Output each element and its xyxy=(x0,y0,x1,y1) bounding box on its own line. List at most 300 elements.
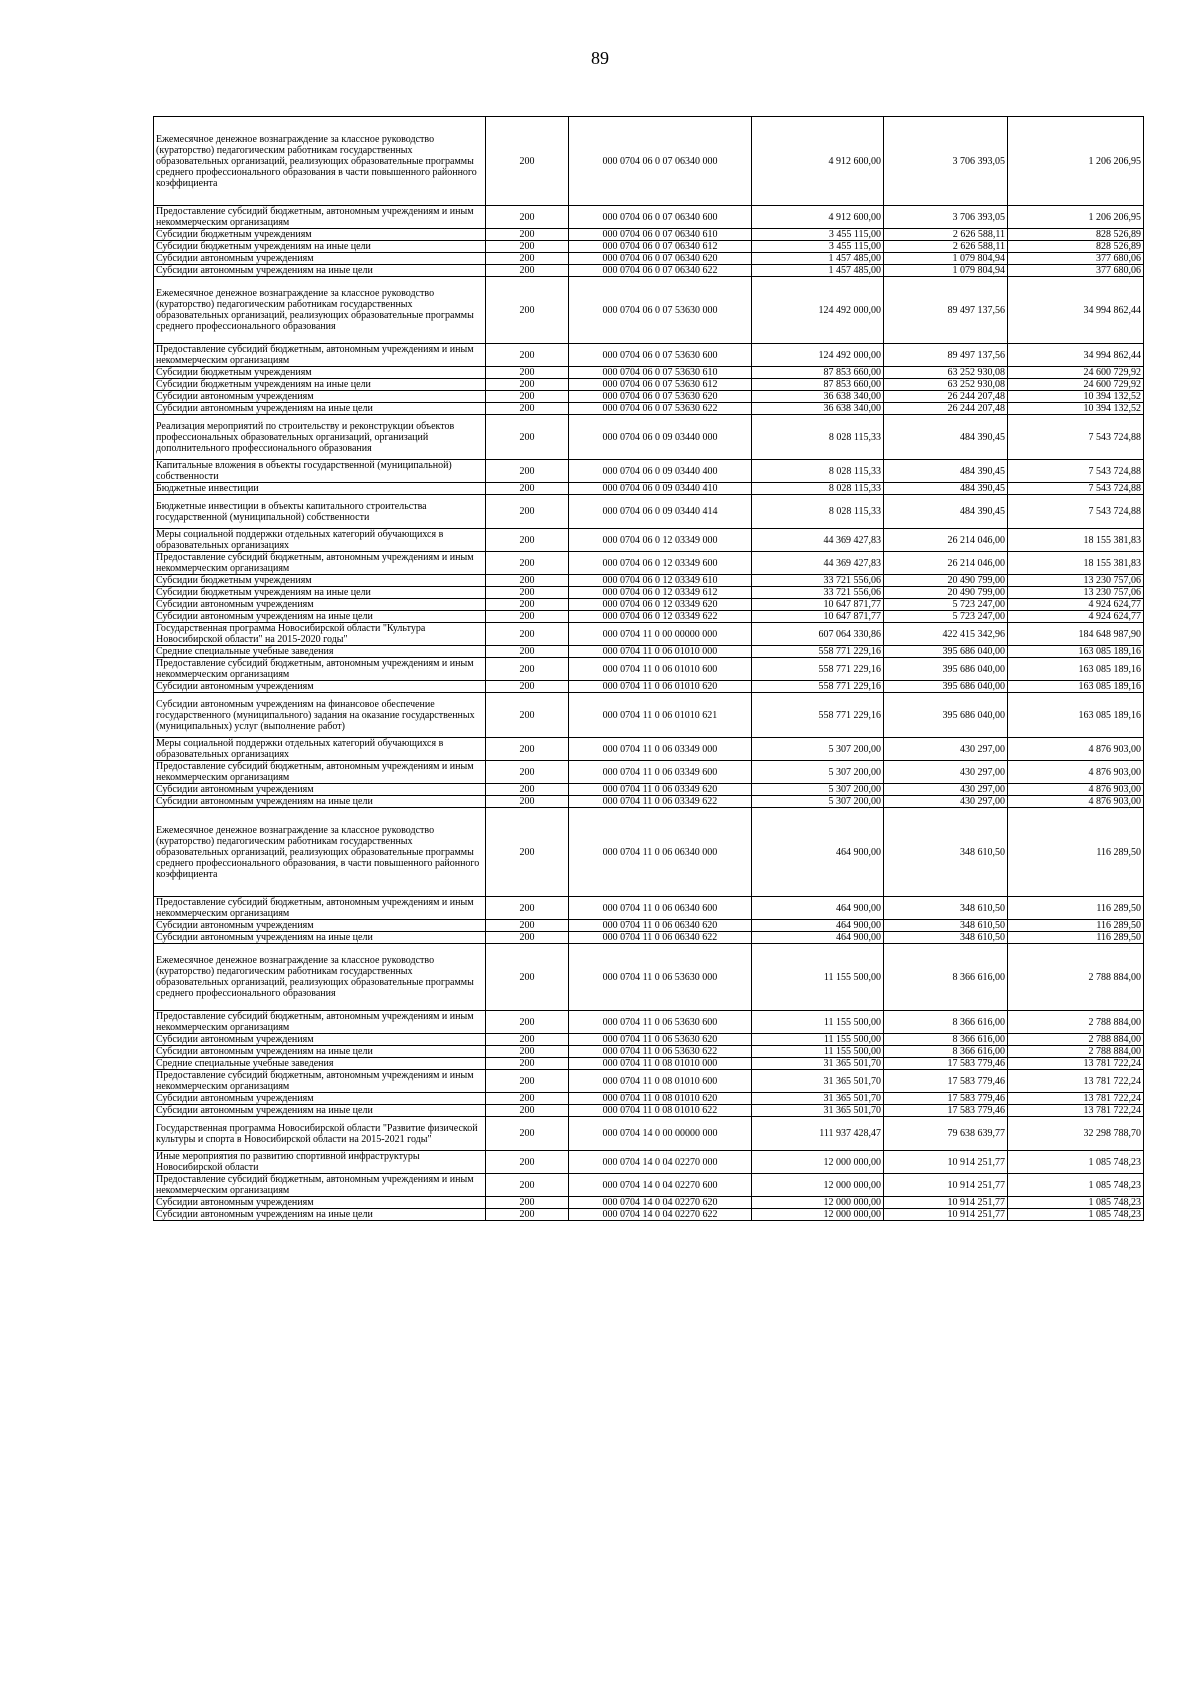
table-row xyxy=(154,1046,1144,1058)
row-target-code: 000 0704 06 0 07 06340 000 xyxy=(569,117,752,206)
row-code: 200 xyxy=(486,1197,569,1209)
row-name: Средние специальные учебные заведения xyxy=(154,1058,486,1070)
row-executed-amount: 3 706 393,05 xyxy=(884,117,1008,206)
row-remaining-amount: 24 600 729,92 xyxy=(1008,379,1144,391)
table-row xyxy=(154,599,1144,611)
row-target-code: 000 0704 06 0 07 53630 620 xyxy=(569,391,752,403)
row-executed-amount: 8 366 616,00 xyxy=(884,1011,1008,1034)
row-target-code: 000 0704 06 0 09 03440 414 xyxy=(569,495,752,529)
row-executed-amount: 26 214 046,00 xyxy=(884,552,1008,575)
row-target-code: 000 0704 11 0 06 06340 620 xyxy=(569,920,752,932)
row-code: 200 xyxy=(486,265,569,277)
row-remaining-amount: 116 289,50 xyxy=(1008,920,1144,932)
row-executed-amount: 395 686 040,00 xyxy=(884,681,1008,693)
row-name: Субсидии бюджетным учреждениям на иные цели xyxy=(154,379,486,391)
row-executed-amount: 348 610,50 xyxy=(884,932,1008,944)
row-name: Капитальные вложения в объекты государственной (муниципальной) собственности xyxy=(154,460,486,483)
row-code: 200 xyxy=(486,1117,569,1151)
table-row xyxy=(154,415,1144,460)
row-target-code: 000 0704 11 0 06 06340 600 xyxy=(569,897,752,920)
row-code: 200 xyxy=(486,1209,569,1221)
row-remaining-amount: 4 876 903,00 xyxy=(1008,784,1144,796)
row-name: Субсидии автономным учреждениям на иные цели xyxy=(154,1046,486,1058)
row-code: 200 xyxy=(486,229,569,241)
row-target-code: 000 0704 06 0 12 03349 600 xyxy=(569,552,752,575)
row-plan-amount: 8 028 115,33 xyxy=(752,460,884,483)
row-name: Субсидии бюджетным учреждениям xyxy=(154,575,486,587)
row-plan-amount: 31 365 501,70 xyxy=(752,1058,884,1070)
row-plan-amount: 607 064 330,86 xyxy=(752,623,884,646)
row-code: 200 xyxy=(486,206,569,229)
row-name: Субсидии автономным учреждениям xyxy=(154,681,486,693)
row-code: 200 xyxy=(486,761,569,784)
row-name: Ежемесячное денежное вознаграждение за классное руководство (кураторство) педагогическим работникам государственных образовательных организаций, реализующих образовательные программы среднего профессионального образования в части повышенного районного коэффициента xyxy=(154,117,486,206)
row-remaining-amount: 1 085 748,23 xyxy=(1008,1151,1144,1174)
row-executed-amount: 484 390,45 xyxy=(884,415,1008,460)
table-row xyxy=(154,1105,1144,1117)
row-code: 200 xyxy=(486,1093,569,1105)
row-target-code: 000 0704 06 0 12 03349 612 xyxy=(569,587,752,599)
row-remaining-amount: 7 543 724,88 xyxy=(1008,460,1144,483)
row-executed-amount: 10 914 251,77 xyxy=(884,1197,1008,1209)
row-code: 200 xyxy=(486,932,569,944)
row-plan-amount: 44 369 427,83 xyxy=(752,529,884,552)
row-name: Субсидии автономным учреждениям на иные цели xyxy=(154,403,486,415)
row-plan-amount: 558 771 229,16 xyxy=(752,646,884,658)
row-code: 200 xyxy=(486,1034,569,1046)
row-code: 200 xyxy=(486,117,569,206)
row-remaining-amount: 828 526,89 xyxy=(1008,229,1144,241)
row-code: 200 xyxy=(486,784,569,796)
row-name: Предоставление субсидий бюджетным, автономным учреждениям и иным некоммерческим организациям xyxy=(154,897,486,920)
row-executed-amount: 17 583 779,46 xyxy=(884,1093,1008,1105)
row-remaining-amount: 34 994 862,44 xyxy=(1008,277,1144,344)
row-remaining-amount: 18 155 381,83 xyxy=(1008,529,1144,552)
table-row xyxy=(154,552,1144,575)
row-target-code: 000 0704 11 0 06 53630 600 xyxy=(569,1011,752,1034)
row-target-code: 000 0704 11 0 06 53630 622 xyxy=(569,1046,752,1058)
table-row xyxy=(154,658,1144,681)
table-row xyxy=(154,379,1144,391)
row-name: Предоставление субсидий бюджетным, автономным учреждениям и иным некоммерческим организациям xyxy=(154,658,486,681)
row-plan-amount: 3 455 115,00 xyxy=(752,241,884,253)
row-code: 200 xyxy=(486,1174,569,1197)
row-plan-amount: 464 900,00 xyxy=(752,808,884,897)
row-remaining-amount: 7 543 724,88 xyxy=(1008,483,1144,495)
row-plan-amount: 558 771 229,16 xyxy=(752,681,884,693)
table-row xyxy=(154,738,1144,761)
table-row xyxy=(154,1151,1144,1174)
row-name: Субсидии автономным учреждениям xyxy=(154,784,486,796)
row-target-code: 000 0704 06 0 09 03440 400 xyxy=(569,460,752,483)
row-code: 200 xyxy=(486,403,569,415)
row-code: 200 xyxy=(486,415,569,460)
row-plan-amount: 558 771 229,16 xyxy=(752,658,884,681)
table-row xyxy=(154,391,1144,403)
row-name: Субсидии автономным учреждениям на иные цели xyxy=(154,1105,486,1117)
row-plan-amount: 3 455 115,00 xyxy=(752,229,884,241)
row-executed-amount: 430 297,00 xyxy=(884,738,1008,761)
row-target-code: 000 0704 11 0 06 03349 600 xyxy=(569,761,752,784)
row-remaining-amount: 7 543 724,88 xyxy=(1008,495,1144,529)
row-target-code: 000 0704 11 0 06 03349 000 xyxy=(569,738,752,761)
row-target-code: 000 0704 06 0 07 06340 622 xyxy=(569,265,752,277)
row-name: Субсидии автономным учреждениям на иные цели xyxy=(154,796,486,808)
page-number: 89 xyxy=(591,48,609,68)
table-row xyxy=(154,367,1144,379)
row-code: 200 xyxy=(486,1105,569,1117)
row-remaining-amount: 4 876 903,00 xyxy=(1008,761,1144,784)
row-remaining-amount: 1 206 206,95 xyxy=(1008,206,1144,229)
row-remaining-amount: 24 600 729,92 xyxy=(1008,367,1144,379)
row-plan-amount: 11 155 500,00 xyxy=(752,944,884,1011)
row-name: Субсидии автономным учреждениям xyxy=(154,920,486,932)
row-executed-amount: 484 390,45 xyxy=(884,460,1008,483)
row-name: Субсидии автономным учреждениям xyxy=(154,599,486,611)
row-name: Субсидии автономным учреждениям на иные цели xyxy=(154,265,486,277)
row-executed-amount: 26 214 046,00 xyxy=(884,529,1008,552)
row-executed-amount: 17 583 779,46 xyxy=(884,1058,1008,1070)
row-plan-amount: 36 638 340,00 xyxy=(752,403,884,415)
row-executed-amount: 348 610,50 xyxy=(884,920,1008,932)
row-target-code: 000 0704 11 0 00 00000 000 xyxy=(569,623,752,646)
row-plan-amount: 8 028 115,33 xyxy=(752,495,884,529)
row-remaining-amount: 2 788 884,00 xyxy=(1008,1046,1144,1058)
row-code: 200 xyxy=(486,344,569,367)
table-row xyxy=(154,529,1144,552)
row-target-code: 000 0704 11 0 06 06340 000 xyxy=(569,808,752,897)
row-remaining-amount: 4 924 624,77 xyxy=(1008,611,1144,623)
row-name: Государственная программа Новосибирской области "Развитие физической культуры и спорта в Новосибирской области на 2015-2021 годы" xyxy=(154,1117,486,1151)
row-executed-amount: 20 490 799,00 xyxy=(884,587,1008,599)
table-row xyxy=(154,944,1144,1011)
row-executed-amount: 1 079 804,94 xyxy=(884,253,1008,265)
row-executed-amount: 2 626 588,11 xyxy=(884,241,1008,253)
row-plan-amount: 36 638 340,00 xyxy=(752,391,884,403)
row-executed-amount: 63 252 930,08 xyxy=(884,367,1008,379)
row-executed-amount: 10 914 251,77 xyxy=(884,1209,1008,1221)
row-target-code: 000 0704 11 0 06 03349 620 xyxy=(569,784,752,796)
row-target-code: 000 0704 06 0 12 03349 620 xyxy=(569,599,752,611)
row-executed-amount: 395 686 040,00 xyxy=(884,658,1008,681)
row-plan-amount: 5 307 200,00 xyxy=(752,784,884,796)
table-row xyxy=(154,623,1144,646)
row-executed-amount: 89 497 137,56 xyxy=(884,277,1008,344)
row-remaining-amount: 377 680,06 xyxy=(1008,265,1144,277)
row-target-code: 000 0704 11 0 06 01010 620 xyxy=(569,681,752,693)
row-remaining-amount: 1 085 748,23 xyxy=(1008,1209,1144,1221)
row-remaining-amount: 163 085 189,16 xyxy=(1008,693,1144,738)
row-name: Предоставление субсидий бюджетным, автономным учреждениям и иным некоммерческим организациям xyxy=(154,1011,486,1034)
row-plan-amount: 8 028 115,33 xyxy=(752,415,884,460)
row-plan-amount: 111 937 428,47 xyxy=(752,1117,884,1151)
row-executed-amount: 395 686 040,00 xyxy=(884,646,1008,658)
row-remaining-amount: 1 085 748,23 xyxy=(1008,1174,1144,1197)
row-remaining-amount: 7 543 724,88 xyxy=(1008,415,1144,460)
row-name: Меры социальной поддержки отдельных категорий обучающихся в образовательных организациях xyxy=(154,738,486,761)
row-code: 200 xyxy=(486,277,569,344)
row-executed-amount: 348 610,50 xyxy=(884,897,1008,920)
row-code: 200 xyxy=(486,611,569,623)
row-target-code: 000 0704 11 0 06 53630 000 xyxy=(569,944,752,1011)
row-name: Субсидии автономным учреждениям xyxy=(154,1093,486,1105)
row-name: Субсидии автономным учреждениям xyxy=(154,391,486,403)
row-remaining-amount: 4 924 624,77 xyxy=(1008,599,1144,611)
row-executed-amount: 26 244 207,48 xyxy=(884,403,1008,415)
table-row xyxy=(154,1117,1144,1151)
row-code: 200 xyxy=(486,1070,569,1093)
row-code: 200 xyxy=(486,495,569,529)
row-name: Государственная программа Новосибирской области "Культура Новосибирской области" на 2015-2020 годы" xyxy=(154,623,486,646)
row-executed-amount: 8 366 616,00 xyxy=(884,944,1008,1011)
row-name: Субсидии автономным учреждениям xyxy=(154,1197,486,1209)
row-target-code: 000 0704 06 0 09 03440 000 xyxy=(569,415,752,460)
row-plan-amount: 87 853 660,00 xyxy=(752,367,884,379)
row-code: 200 xyxy=(486,1058,569,1070)
row-target-code: 000 0704 11 0 08 01010 000 xyxy=(569,1058,752,1070)
table-row xyxy=(154,646,1144,658)
row-executed-amount: 17 583 779,46 xyxy=(884,1105,1008,1117)
row-executed-amount: 26 244 207,48 xyxy=(884,391,1008,403)
row-code: 200 xyxy=(486,587,569,599)
row-executed-amount: 422 415 342,96 xyxy=(884,623,1008,646)
row-target-code: 000 0704 11 0 08 01010 622 xyxy=(569,1105,752,1117)
row-target-code: 000 0704 11 0 06 06340 622 xyxy=(569,932,752,944)
row-name: Ежемесячное денежное вознаграждение за классное руководство (кураторство) педагогическим работникам государственных образовательных организаций, реализующих образовательные программы среднего профессионального образования xyxy=(154,944,486,1011)
row-remaining-amount: 4 876 903,00 xyxy=(1008,796,1144,808)
row-name: Средние специальные учебные заведения xyxy=(154,646,486,658)
row-code: 200 xyxy=(486,808,569,897)
table-row xyxy=(154,344,1144,367)
row-plan-amount: 5 307 200,00 xyxy=(752,738,884,761)
row-name: Субсидии автономным учреждениям на финансовое обеспечение государственного (муниципального) задания на оказание государственных (муниципальных) услуг (выполнение работ) xyxy=(154,693,486,738)
row-plan-amount: 10 647 871,77 xyxy=(752,599,884,611)
row-plan-amount: 44 369 427,83 xyxy=(752,552,884,575)
row-plan-amount: 5 307 200,00 xyxy=(752,761,884,784)
row-executed-amount: 430 297,00 xyxy=(884,784,1008,796)
row-executed-amount: 89 497 137,56 xyxy=(884,344,1008,367)
row-executed-amount: 8 366 616,00 xyxy=(884,1046,1008,1058)
row-target-code: 000 0704 14 0 04 02270 000 xyxy=(569,1151,752,1174)
row-plan-amount: 4 912 600,00 xyxy=(752,117,884,206)
row-name: Субсидии автономным учреждениям на иные цели xyxy=(154,611,486,623)
row-name: Субсидии бюджетным учреждениям на иные цели xyxy=(154,587,486,599)
row-remaining-amount: 828 526,89 xyxy=(1008,241,1144,253)
row-plan-amount: 31 365 501,70 xyxy=(752,1070,884,1093)
row-plan-amount: 1 457 485,00 xyxy=(752,265,884,277)
row-target-code: 000 0704 06 0 07 06340 620 xyxy=(569,253,752,265)
row-name: Предоставление субсидий бюджетным, автономным учреждениям и иным некоммерческим организациям xyxy=(154,552,486,575)
row-code: 200 xyxy=(486,658,569,681)
row-remaining-amount: 2 788 884,00 xyxy=(1008,1011,1144,1034)
row-plan-amount: 12 000 000,00 xyxy=(752,1151,884,1174)
row-code: 200 xyxy=(486,944,569,1011)
row-code: 200 xyxy=(486,693,569,738)
row-name: Субсидии бюджетным учреждениям на иные цели xyxy=(154,241,486,253)
row-executed-amount: 63 252 930,08 xyxy=(884,379,1008,391)
row-code: 200 xyxy=(486,391,569,403)
table-body xyxy=(154,117,1144,1221)
row-target-code: 000 0704 11 0 06 01010 621 xyxy=(569,693,752,738)
row-plan-amount: 464 900,00 xyxy=(752,932,884,944)
table-row xyxy=(154,897,1144,920)
table-row xyxy=(154,1070,1144,1093)
row-code: 200 xyxy=(486,529,569,552)
table-row xyxy=(154,796,1144,808)
row-executed-amount: 10 914 251,77 xyxy=(884,1174,1008,1197)
row-name: Ежемесячное денежное вознаграждение за классное руководство (кураторство) педагогическим работникам государственных образовательных организаций, реализующих образовательные программы среднего профессионального образования, в части повышенного районного коэффициента xyxy=(154,808,486,897)
row-remaining-amount: 13 230 757,06 xyxy=(1008,587,1144,599)
row-code: 200 xyxy=(486,796,569,808)
row-target-code: 000 0704 14 0 04 02270 620 xyxy=(569,1197,752,1209)
row-target-code: 000 0704 06 0 07 06340 600 xyxy=(569,206,752,229)
row-code: 200 xyxy=(486,1151,569,1174)
row-remaining-amount: 13 781 722,24 xyxy=(1008,1105,1144,1117)
row-target-code: 000 0704 06 0 07 53630 600 xyxy=(569,344,752,367)
row-plan-amount: 12 000 000,00 xyxy=(752,1197,884,1209)
table-row xyxy=(154,460,1144,483)
table-row xyxy=(154,206,1144,229)
row-code: 200 xyxy=(486,379,569,391)
row-name: Субсидии автономным учреждениям xyxy=(154,253,486,265)
row-code: 200 xyxy=(486,646,569,658)
row-code: 200 xyxy=(486,681,569,693)
row-remaining-amount: 163 085 189,16 xyxy=(1008,681,1144,693)
row-remaining-amount: 1 206 206,95 xyxy=(1008,117,1144,206)
row-code: 200 xyxy=(486,367,569,379)
table-row xyxy=(154,483,1144,495)
table-row xyxy=(154,784,1144,796)
row-name: Ежемесячное денежное вознаграждение за классное руководство (кураторство) педагогическим работникам государственных образовательных организаций, реализующих образовательные программы среднего профессионального образования xyxy=(154,277,486,344)
row-target-code: 000 0704 11 0 06 01010 000 xyxy=(569,646,752,658)
row-remaining-amount: 163 085 189,16 xyxy=(1008,658,1144,681)
row-plan-amount: 124 492 000,00 xyxy=(752,277,884,344)
table-row xyxy=(154,693,1144,738)
table-row xyxy=(154,265,1144,277)
row-code: 200 xyxy=(486,1046,569,1058)
row-executed-amount: 2 626 588,11 xyxy=(884,229,1008,241)
row-remaining-amount: 10 394 132,52 xyxy=(1008,403,1144,415)
row-name: Предоставление субсидий бюджетным, автономным учреждениям и иным некоммерческим организациям xyxy=(154,761,486,784)
table-row xyxy=(154,495,1144,529)
row-plan-amount: 31 365 501,70 xyxy=(752,1105,884,1117)
row-remaining-amount: 13 781 722,24 xyxy=(1008,1058,1144,1070)
row-code: 200 xyxy=(486,483,569,495)
row-target-code: 000 0704 06 0 07 53630 612 xyxy=(569,379,752,391)
row-name: Предоставление субсидий бюджетным, автономным учреждениям и иным некоммерческим организациям xyxy=(154,1070,486,1093)
row-executed-amount: 395 686 040,00 xyxy=(884,693,1008,738)
row-remaining-amount: 32 298 788,70 xyxy=(1008,1117,1144,1151)
row-code: 200 xyxy=(486,599,569,611)
row-code: 200 xyxy=(486,253,569,265)
row-code: 200 xyxy=(486,1011,569,1034)
budget-table xyxy=(153,116,1144,1221)
row-plan-amount: 31 365 501,70 xyxy=(752,1093,884,1105)
table-row xyxy=(154,920,1144,932)
row-remaining-amount: 116 289,50 xyxy=(1008,808,1144,897)
table-row xyxy=(154,229,1144,241)
row-plan-amount: 11 155 500,00 xyxy=(752,1034,884,1046)
row-plan-amount: 12 000 000,00 xyxy=(752,1209,884,1221)
row-name: Предоставление субсидий бюджетным, автономным учреждениям и иным некоммерческим организациям xyxy=(154,344,486,367)
row-target-code: 000 0704 06 0 12 03349 610 xyxy=(569,575,752,587)
row-target-code: 000 0704 14 0 00 00000 000 xyxy=(569,1117,752,1151)
row-name: Бюджетные инвестиции xyxy=(154,483,486,495)
row-name: Субсидии бюджетным учреждениям xyxy=(154,367,486,379)
row-executed-amount: 1 079 804,94 xyxy=(884,265,1008,277)
row-name: Субсидии бюджетным учреждениям xyxy=(154,229,486,241)
row-plan-amount: 33 721 556,06 xyxy=(752,575,884,587)
row-code: 200 xyxy=(486,920,569,932)
row-plan-amount: 11 155 500,00 xyxy=(752,1011,884,1034)
row-target-code: 000 0704 06 0 12 03349 000 xyxy=(569,529,752,552)
row-executed-amount: 17 583 779,46 xyxy=(884,1070,1008,1093)
row-remaining-amount: 163 085 189,16 xyxy=(1008,646,1144,658)
row-target-code: 000 0704 14 0 04 02270 622 xyxy=(569,1209,752,1221)
row-name: Иные мероприятия по развитию спортивной инфраструктуры Новосибирской области xyxy=(154,1151,486,1174)
table-row xyxy=(154,1174,1144,1197)
row-name: Предоставление субсидий бюджетным, автономным учреждениям и иным некоммерческим организациям xyxy=(154,1174,486,1197)
row-executed-amount: 348 610,50 xyxy=(884,808,1008,897)
row-executed-amount: 79 638 639,77 xyxy=(884,1117,1008,1151)
table-row xyxy=(154,1034,1144,1046)
table-row xyxy=(154,403,1144,415)
row-plan-amount: 5 307 200,00 xyxy=(752,796,884,808)
row-remaining-amount: 184 648 987,90 xyxy=(1008,623,1144,646)
table-row xyxy=(154,761,1144,784)
row-target-code: 000 0704 06 0 09 03440 410 xyxy=(569,483,752,495)
row-remaining-amount: 18 155 381,83 xyxy=(1008,552,1144,575)
row-plan-amount: 1 457 485,00 xyxy=(752,253,884,265)
row-remaining-amount: 4 876 903,00 xyxy=(1008,738,1144,761)
row-remaining-amount: 116 289,50 xyxy=(1008,897,1144,920)
row-name: Предоставление субсидий бюджетным, автономным учреждениям и иным некоммерческим организациям xyxy=(154,206,486,229)
row-plan-amount: 4 912 600,00 xyxy=(752,206,884,229)
table-row xyxy=(154,277,1144,344)
table-row xyxy=(154,253,1144,265)
row-remaining-amount: 13 781 722,24 xyxy=(1008,1093,1144,1105)
row-code: 200 xyxy=(486,241,569,253)
row-plan-amount: 124 492 000,00 xyxy=(752,344,884,367)
row-remaining-amount: 13 230 757,06 xyxy=(1008,575,1144,587)
row-plan-amount: 11 155 500,00 xyxy=(752,1046,884,1058)
row-executed-amount: 430 297,00 xyxy=(884,796,1008,808)
row-plan-amount: 558 771 229,16 xyxy=(752,693,884,738)
row-name: Субсидии автономным учреждениям на иные цели xyxy=(154,932,486,944)
row-target-code: 000 0704 14 0 04 02270 600 xyxy=(569,1174,752,1197)
row-target-code: 000 0704 11 0 08 01010 620 xyxy=(569,1093,752,1105)
row-remaining-amount: 116 289,50 xyxy=(1008,932,1144,944)
row-executed-amount: 10 914 251,77 xyxy=(884,1151,1008,1174)
row-target-code: 000 0704 11 0 08 01010 600 xyxy=(569,1070,752,1093)
row-executed-amount: 8 366 616,00 xyxy=(884,1034,1008,1046)
table-row xyxy=(154,117,1144,206)
row-executed-amount: 5 723 247,00 xyxy=(884,611,1008,623)
table-row xyxy=(154,932,1144,944)
row-target-code: 000 0704 06 0 07 06340 610 xyxy=(569,229,752,241)
row-code: 200 xyxy=(486,552,569,575)
row-target-code: 000 0704 06 0 12 03349 622 xyxy=(569,611,752,623)
table-row xyxy=(154,1058,1144,1070)
row-name: Меры социальной поддержки отдельных категорий обучающихся в образовательных организациях xyxy=(154,529,486,552)
row-plan-amount: 33 721 556,06 xyxy=(752,587,884,599)
table-row xyxy=(154,681,1144,693)
table-row xyxy=(154,575,1144,587)
table-row xyxy=(154,587,1144,599)
row-code: 200 xyxy=(486,738,569,761)
row-plan-amount: 10 647 871,77 xyxy=(752,611,884,623)
row-remaining-amount: 2 788 884,00 xyxy=(1008,944,1144,1011)
